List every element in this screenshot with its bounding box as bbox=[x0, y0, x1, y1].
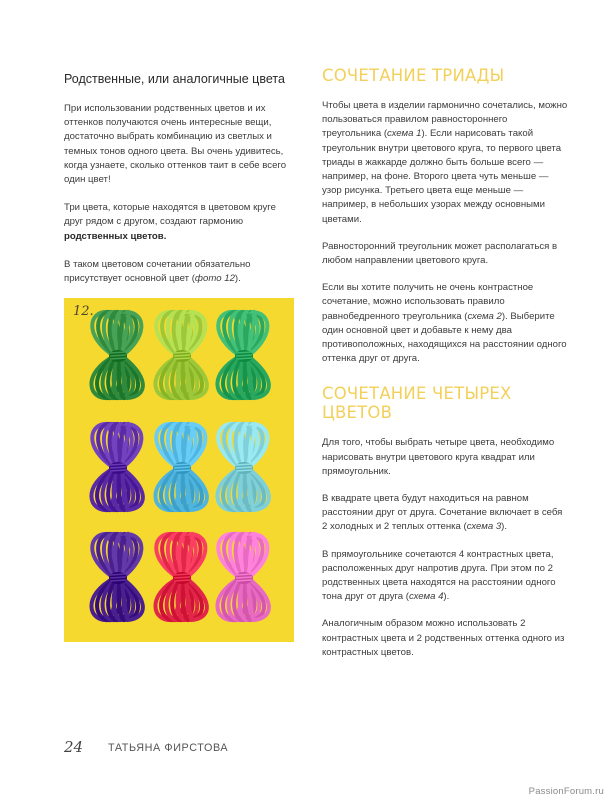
paragraph-harmony-text: Три цвета, которые находятся в цветовом круге друг рядом с другом, создают гармонию bbox=[64, 202, 276, 228]
yarn-skein bbox=[217, 534, 268, 620]
author-name: ТАТЬЯНА ФИРСТОВА bbox=[108, 742, 229, 754]
paragraph-square-end: ). bbox=[501, 521, 508, 533]
page-footer bbox=[64, 738, 544, 762]
paragraph-contrast-pairs: Аналогичным образом можно использовать 2 контрастных цвета и 2 родственных оттенка одного из контрастных цветов. bbox=[322, 618, 565, 658]
paragraph-harmony bbox=[64, 201, 294, 244]
watermark: PassionForum.ru bbox=[528, 786, 604, 797]
paragraph-rectangle bbox=[322, 548, 568, 605]
paragraph-square-text: В квадрате цвета будут находиться на равном расстоянии друг от друга. Сочетание включает в себя 2 холодных и 2 теплых оттенка ( bbox=[322, 493, 563, 533]
photo-number: 12. bbox=[73, 304, 94, 319]
paragraph-triad-rule-end: ). Если нарисовать такой треугольник внутри цветового круга, то первого цвета триады в жаккарде должно быть больше всего — например, на фоне. Второго цвета чуть меньше — узор рисунка. Третьего цвета еще меньше — например, в небольших узорах между основными цветами. bbox=[322, 128, 562, 225]
paragraph-intro: При использовании родственных цветов и их оттенков получаются очень интересные вещи, достаточно выбрать комбинацию из светлых и темных тонов одного цвета. Вы очень удивитесь, когда узнаете, сколько оттенков таит в себе всего один цвет! bbox=[64, 103, 287, 186]
paragraph-four-colors: Для того, чтобы выбрать четыре цвета, необходимо нарисовать внутри цветового круга квадрат или прямоугольник. bbox=[322, 437, 555, 477]
yarn-skein bbox=[155, 312, 206, 398]
right-column bbox=[322, 66, 568, 673]
yarn-skeins-illustration bbox=[64, 298, 294, 642]
paragraph-isosceles-end: ). Выберите один основной цвет и добавьте к нему два противоположных, находящихся на расстоянии одного оттенка друг от друга. bbox=[322, 310, 567, 365]
yarn-skein bbox=[217, 312, 268, 398]
paragraph-main-color-text: В таком цветовом сочетании обязательно присутствует основной цвет ( bbox=[64, 258, 251, 285]
yarn-skein bbox=[217, 424, 268, 510]
photo-reference: фото 12 bbox=[194, 273, 235, 285]
section-heading-four-colors: СОЧЕТАНИЕ ЧЕТЫРЕХ ЦВЕТОВ bbox=[322, 384, 512, 423]
paragraph-rectangle-end: ). bbox=[443, 591, 450, 603]
yarn-skein bbox=[155, 534, 206, 620]
yarn-skein bbox=[91, 312, 142, 398]
yarn-skein bbox=[91, 534, 142, 620]
scheme-reference-2: схема 2 bbox=[467, 310, 502, 322]
left-column bbox=[64, 72, 294, 300]
section-heading-triad: СОЧЕТАНИЕ ТРИАДЫ bbox=[322, 66, 505, 85]
paragraph-triangle-direction: Равносторонний треугольник может располагаться в любом направлении цветового круга. bbox=[322, 240, 558, 267]
section-heading-analogous: Родственные, или аналогичные цвета bbox=[64, 72, 285, 86]
page-number: 24 bbox=[64, 738, 84, 756]
scheme-reference-3: схема 3 bbox=[466, 521, 502, 533]
paragraph-square bbox=[322, 492, 568, 535]
paragraph-isosceles bbox=[322, 281, 568, 366]
paragraph-main-color-end: ). bbox=[234, 273, 241, 285]
yarn-photo bbox=[64, 298, 294, 642]
paragraph-rectangle-text: В прямоугольнике сочетаются 4 контрастных цвета, расположенных друг напротив друга. При этом по 2 родственных цвета находятся на расстоянии одного тона друг от друга ( bbox=[322, 548, 556, 603]
scheme-reference-4: схема 4 bbox=[409, 591, 444, 603]
yarn-skein bbox=[155, 424, 206, 510]
paragraph-main-color bbox=[64, 258, 294, 286]
paragraph-triad-rule bbox=[322, 99, 568, 227]
scheme-reference-1: схема 1 bbox=[387, 128, 422, 140]
paragraph-isosceles-text: Если вы хотите получить не очень контрастное сочетание, можно использовать правило равнобедренного треугольника ( bbox=[322, 282, 534, 322]
paragraph-triad-rule-text: Чтобы цвета в изделии гармонично сочетались, можно пользоваться правилом равностороннего треугольника ( bbox=[322, 100, 568, 140]
bold-term: родственных цветов. bbox=[64, 230, 167, 242]
yarn-skein bbox=[91, 424, 142, 510]
